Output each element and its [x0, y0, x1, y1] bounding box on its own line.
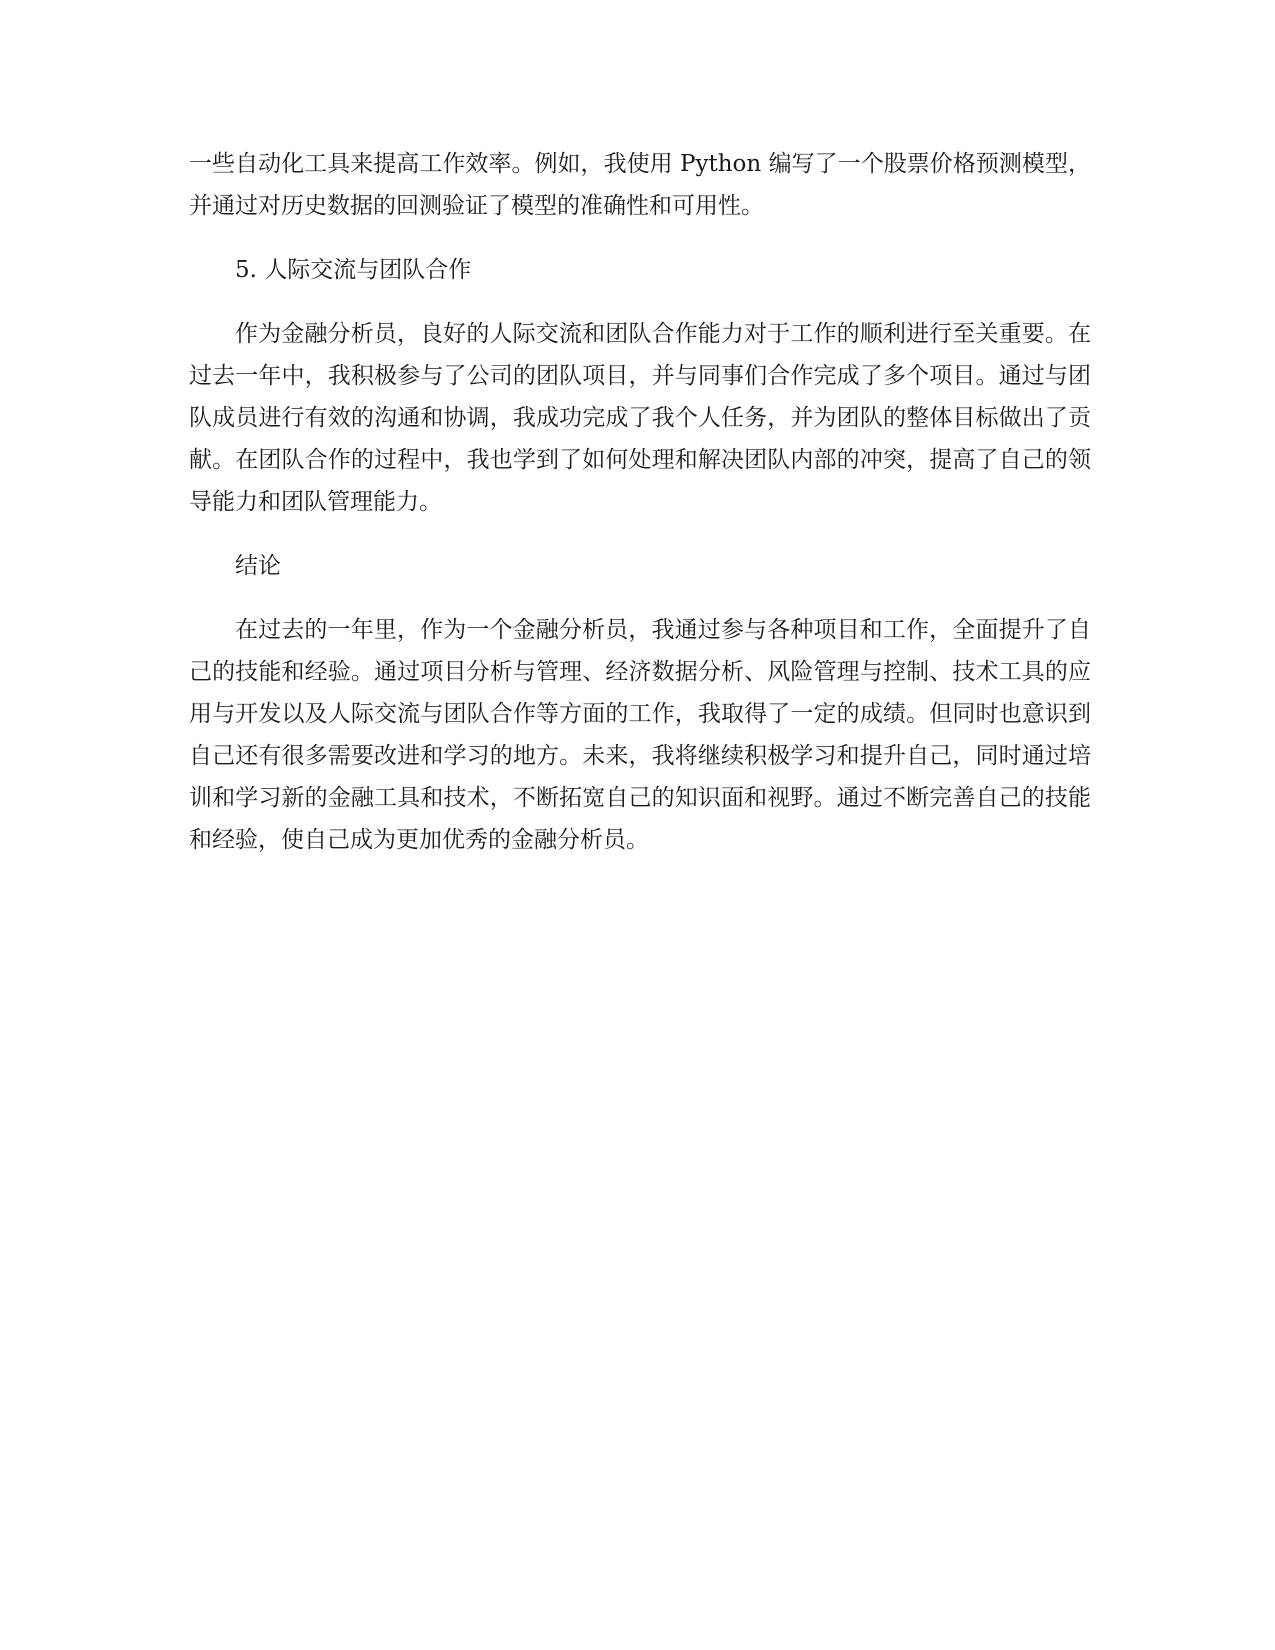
section-heading-teamwork: 5. 人际交流与团队合作: [235, 257, 472, 283]
paragraph-teamwork: 作为金融分析员，良好的人际交流和团队合作能力对于工作的顺利进行至关重要。在过去一年中，我积极参与了公司的团队项目，并与同事们合作完成了多个项目。通过与团队成员进行有效的沟通和协调，我成功完成了我个人任务，并为团队的整体目标做出了贡献。在团队合作的过程中，我也学到了如何处理和解决团队内部的冲突，提高了自己的领导能力和团队管理能力。: [189, 321, 1091, 515]
section-heading-conclusion: 结论: [235, 553, 281, 579]
paragraph-conclusion: 在过去的一年里，作为一个金融分析员，我通过参与各种项目和工作，全面提升了自己的技能和经验。通过项目分析与管理、经济数据分析、风险管理与控制、技术工具的应用与开发以及人际交流与团队合作等方面的工作，我取得了一定的成绩。但同时也意识到自己还有很多需要改进和学习的地方。未来，我将继续积极学习和提升自己，同时通过培训和学习新的金融工具和技术，不断拓宽自己的知识面和视野。通过不断完善自己的技能和经验，使自己成为更加优秀的金融分析员。: [189, 617, 1091, 853]
paragraph-continuation: 一些自动化工具来提高工作效率。例如，我使用 Python 编写了一个股票价格预测模型，并通过对历史数据的回测验证了模型的准确性和可用性。: [189, 151, 1091, 219]
document-body: [189, 143, 1091, 883]
